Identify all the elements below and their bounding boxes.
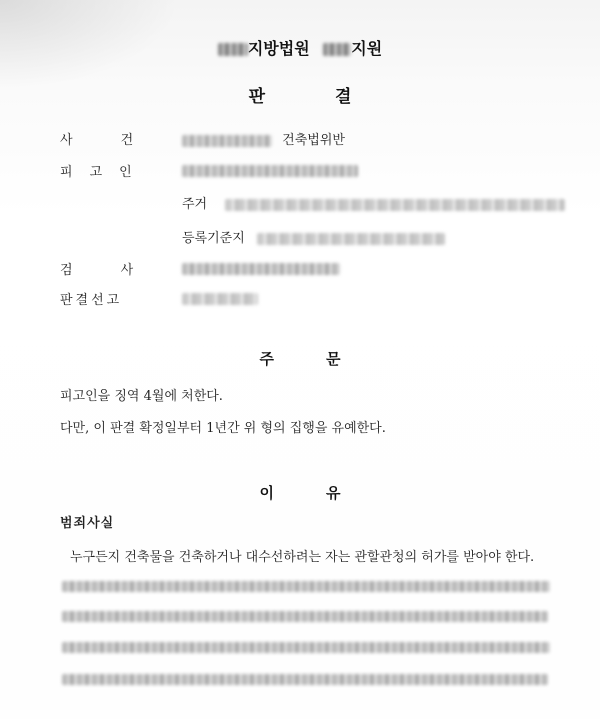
case-number-row [182, 129, 345, 148]
title-char-1: 판 [248, 87, 265, 107]
order-heading-char: 문 [326, 350, 341, 368]
sentence-date-row [182, 291, 258, 306]
reason-heading-char: 유 [326, 484, 341, 502]
defendant-label-char: 인 [119, 165, 132, 180]
defendant-label-char: 고 [89, 165, 103, 180]
redacted-paragraph-line [62, 611, 548, 622]
redacted-defendant [182, 165, 358, 177]
case-title: 건축법위반 [282, 133, 345, 148]
address-row [182, 193, 565, 212]
case-label-char: 사 [60, 133, 73, 148]
prosecutor-row [182, 261, 340, 276]
prosecutor-label [60, 259, 133, 278]
document-title [0, 82, 600, 107]
redacted-branch [323, 43, 351, 56]
prosecutor-label-char: 검 [60, 263, 73, 278]
redacted-paragraph-line [62, 642, 550, 653]
address-label: 주거 [182, 197, 208, 212]
case-label-char: 건 [120, 133, 134, 148]
defendant-name-row [182, 163, 358, 178]
redacted-paragraph-line [62, 674, 548, 685]
redacted-address [225, 199, 565, 211]
redacted-registry [257, 233, 445, 245]
order-heading-char: 주 [259, 350, 274, 368]
prosecutor-label-char: 사 [120, 263, 134, 278]
redacted-prosecutor [182, 263, 340, 275]
court-header [0, 36, 600, 59]
order-line-1: 피고인을 징역 4월에 처한다. [60, 389, 223, 404]
court-name: 지방법원 [247, 39, 310, 58]
order-line-2: 다만, 이 판결 확정일부터 1년간 위 형의 집행을 유예한다. [60, 421, 386, 436]
reason-line-1: 누구든지 건축물을 건축하거나 대수선하려는 자는 관할관청의 허가를 받아야 한다. [70, 550, 535, 565]
redacted-paragraph-line [62, 581, 550, 592]
redacted-case-number [182, 135, 272, 147]
crime-facts-heading: 범죄사실 [60, 516, 115, 531]
case-label [60, 129, 133, 148]
defendant-label [60, 161, 132, 180]
registry-label: 등록기준지 [182, 231, 245, 246]
redacted-region [218, 43, 248, 56]
title-char-2: 결 [335, 87, 352, 107]
reason-heading [0, 482, 600, 503]
order-heading [0, 348, 600, 369]
court-branch: 지원 [351, 39, 383, 58]
redacted-date [182, 293, 258, 305]
defendant-label-char: 피 [60, 165, 73, 180]
registry-row [182, 227, 445, 246]
sentence-date-label: 판결선고 [60, 293, 123, 308]
reason-heading-char: 이 [259, 484, 274, 502]
